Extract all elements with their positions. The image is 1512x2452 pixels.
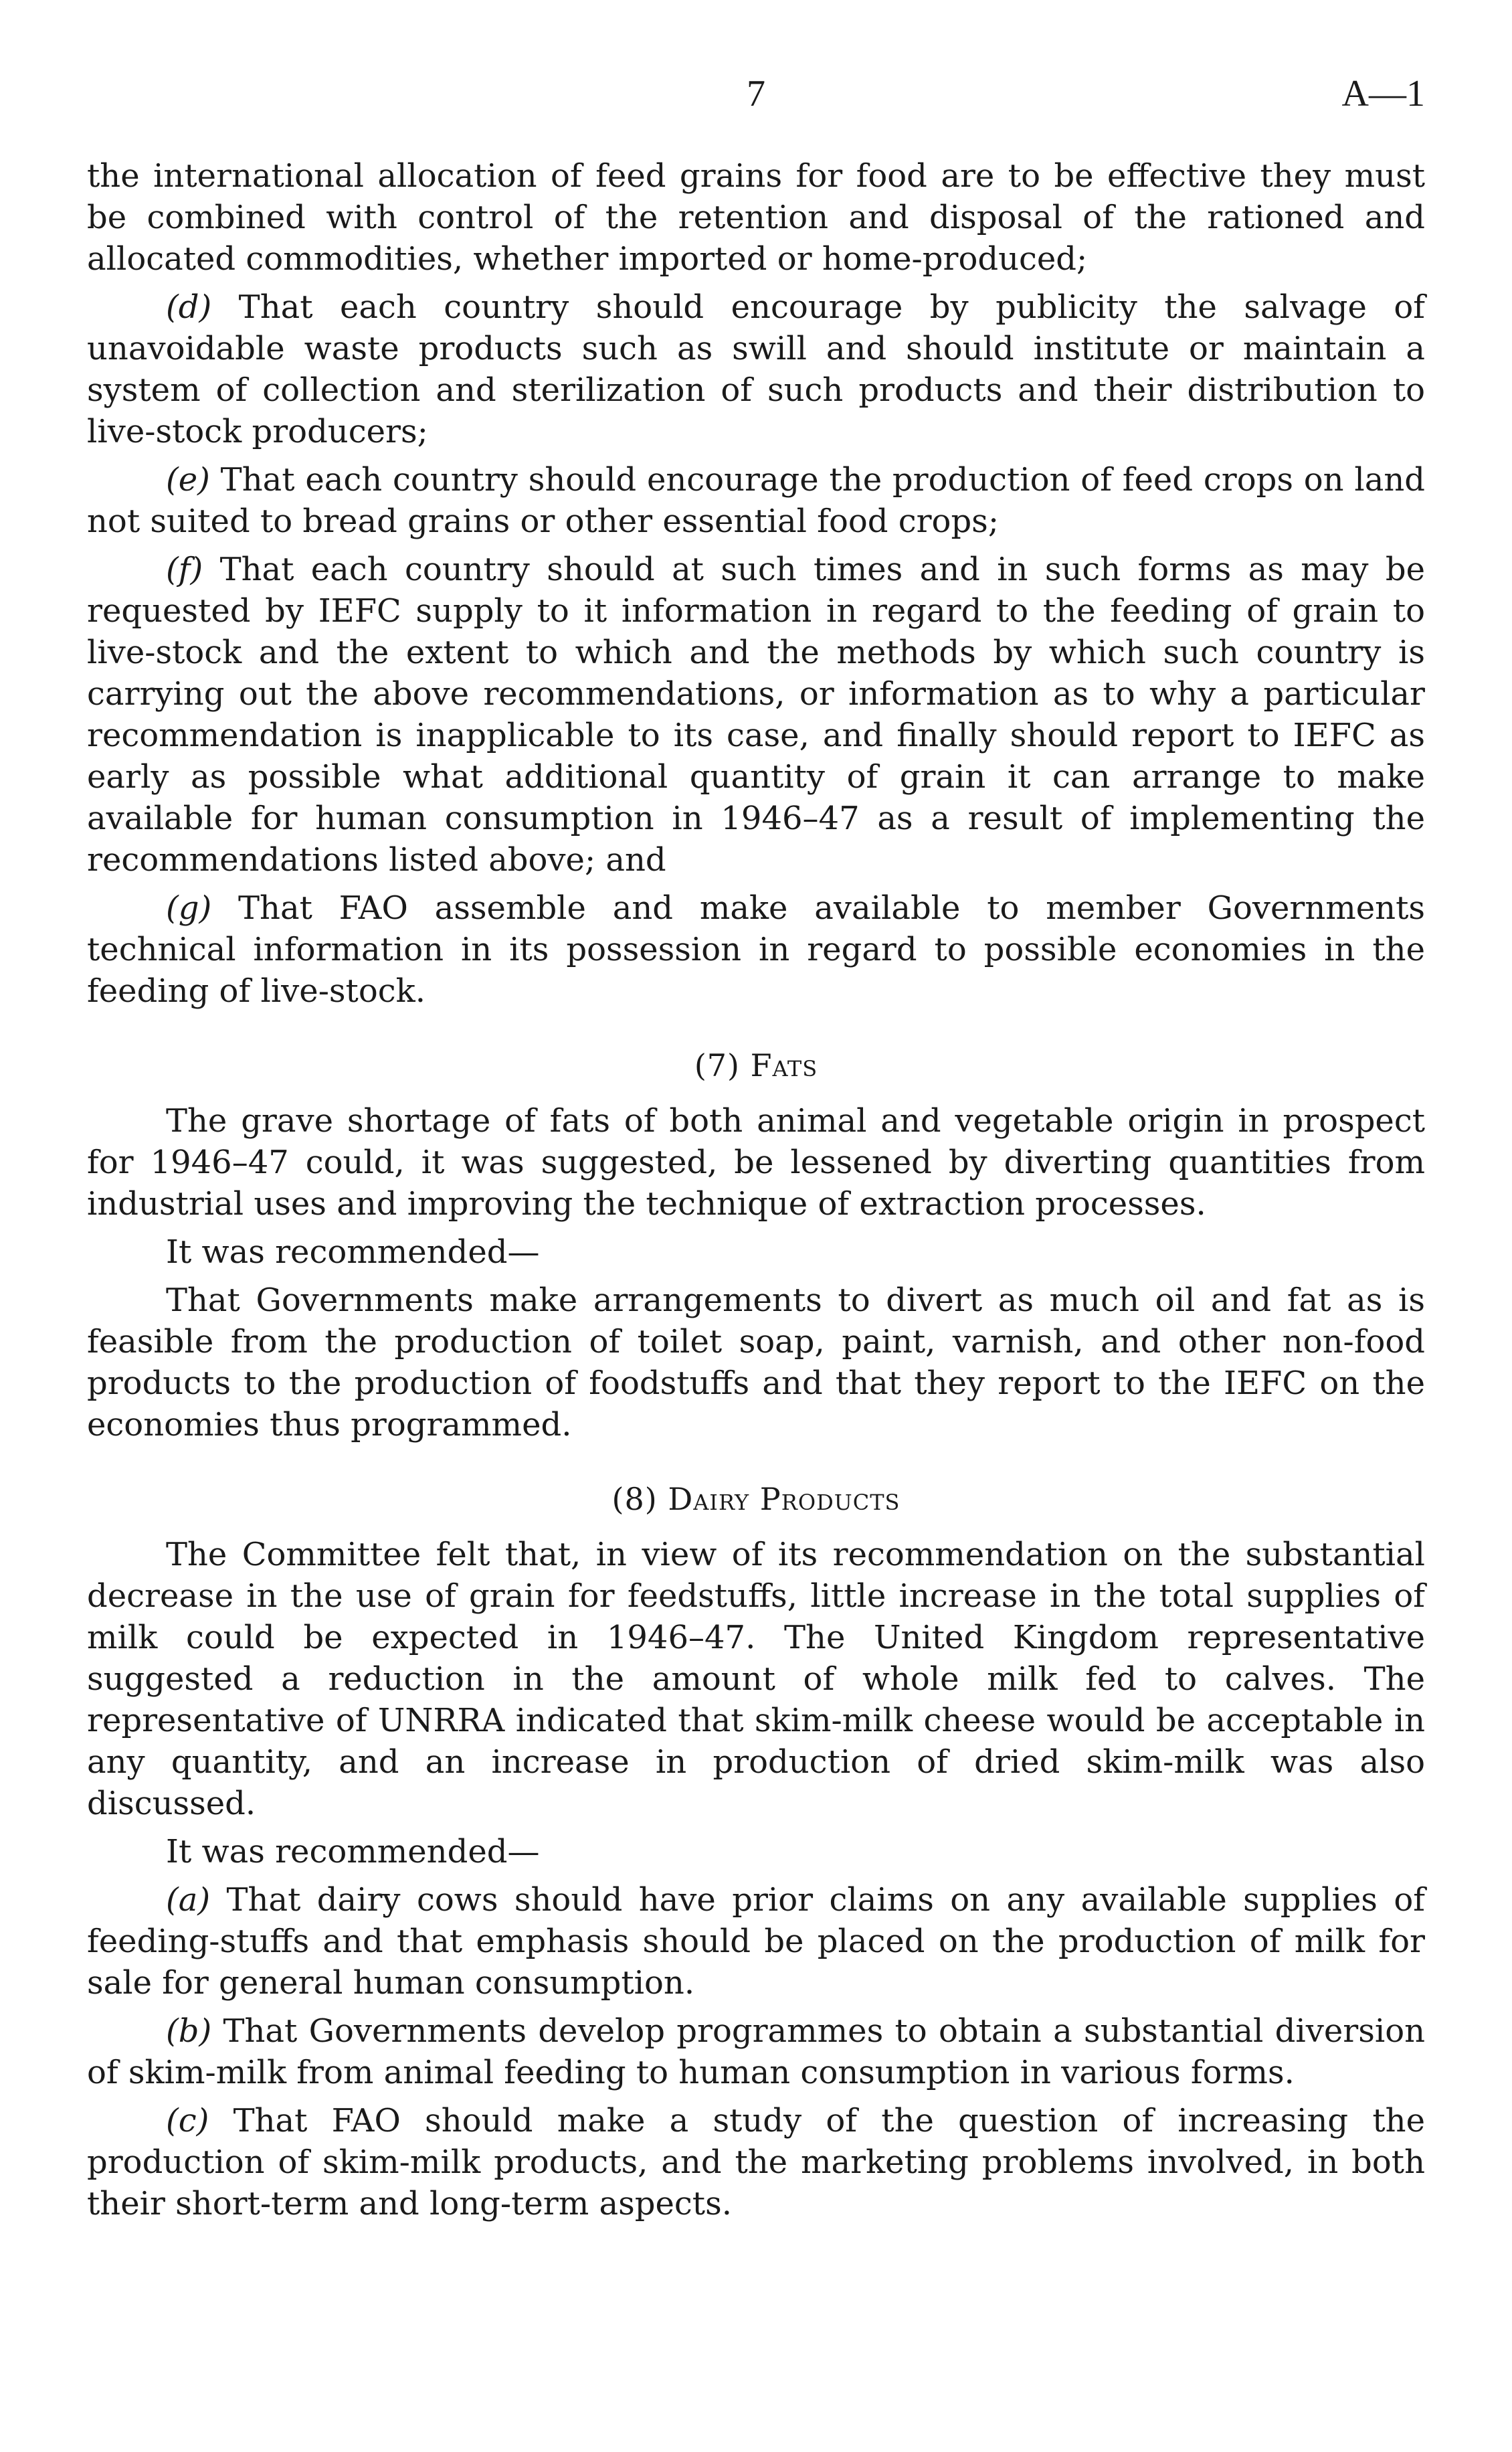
section-number: (7) [694,1047,740,1083]
recommendation-g [87,887,1425,1012]
item-label: (a) [166,1881,211,1919]
section-title: Dairy Products [668,1481,901,1517]
section-heading-dairy [87,1479,1425,1519]
recommendation-f [87,549,1425,881]
recommendation-e [87,459,1425,542]
fats-recommendation: That Governments make arrangements to divert as much oil and fat as is feasible from the production of toilet soap, paint, varnish, and other non-food products to the production of foodstuffs and that they report to the IEFC on the economies thus programmed. [87,1282,1425,1443]
section-number: (8) [611,1481,658,1517]
fats-intro-paragraph: The grave shortage of fats of both animal and vegetable origin in prospect for 1946–47 could, it was suggested, be lessened by diverting quantities from industrial uses and improving the technique of extraction processes. [87,1102,1425,1223]
page-header [87,72,1425,126]
item-label: (b) [166,2012,212,2050]
item-label: (e) [166,461,210,499]
section-heading-fats [87,1045,1425,1085]
dairy-recommendation-c [87,2100,1425,2224]
recommendation-d [87,286,1425,452]
dairy-intro-paragraph: The Committee felt that, in view of its recommendation on the substantial decrease in the use of grain for feedstuffs, little increase in the total supplies of milk could be expected in 1946–47. The United Kingdom representative suggested a reduction in the amount of whole milk fed to calves. The representative of UNRRA indicated that skim-milk cheese would be acceptable in any quantity, and an increase in production of dried skim-milk was also discussed. [87,1536,1425,1822]
document-reference: A—1 [1341,73,1425,114]
dairy-recommendation-b [87,2010,1425,2093]
item-label: (g) [166,889,212,927]
body-text [87,155,1425,2231]
item-label: (c) [166,2102,209,2139]
continuation-paragraph: the international allocation of feed grains for food are to be effective they must be combined with control of the retention and disposal of the rationed and allocated commodities, whether imported or home-produced; [87,157,1425,278]
item-label: (d) [166,288,212,326]
dairy-recommendation-a [87,1879,1425,2004]
item-label: (f) [166,551,203,588]
item-text: That Governments develop programmes to obtain a substantial diversion of skim-milk from animal feeding to human consumption in various forms. [87,2012,1425,2091]
fats-recommended-line: It was recommended— [166,1233,540,1271]
item-text: That each country should at such times and in such forms as may be requested by IEFC supply to it information in regard to the feeding of grain to live-stock and the extent to which and the methods by which such country is carrying out the above recommendations, or information as to why a particular recommendation is inapplicable to its case, and finally should report to IEFC as early as possible what additional quantity of grain it can arrange to make available for human consumption in 1946–47 as a result of implementing the recommendations listed above; and [87,551,1425,879]
item-text: That dairy cows should have prior claims on any available supplies of feeding-stuffs and that emphasis should be placed on the production of milk for sale for general human consumption. [87,1881,1425,2002]
page-number: 7 [747,73,765,114]
dairy-recommended-line: It was recommended— [166,1833,540,1870]
item-text: That each country should encourage by publicity the salvage of unavoidable waste products such as swill and should institute or maintain a system of collection and sterilization of such products and their distribution to live-stock producers; [87,288,1425,450]
item-text: That FAO should make a study of the question of increasing the production of skim-milk products, and the marketing problems involved, in both their short-term and long-term aspects. [87,2102,1425,2222]
item-text: That FAO assemble and make available to member Governments technical information in its possession in regard to possible economies in the feeding of live-stock. [87,889,1425,1010]
section-title: Fats [750,1047,818,1083]
item-text: That each country should encourage the production of feed crops on land not suited to bread grains or other essential food crops; [87,461,1425,540]
